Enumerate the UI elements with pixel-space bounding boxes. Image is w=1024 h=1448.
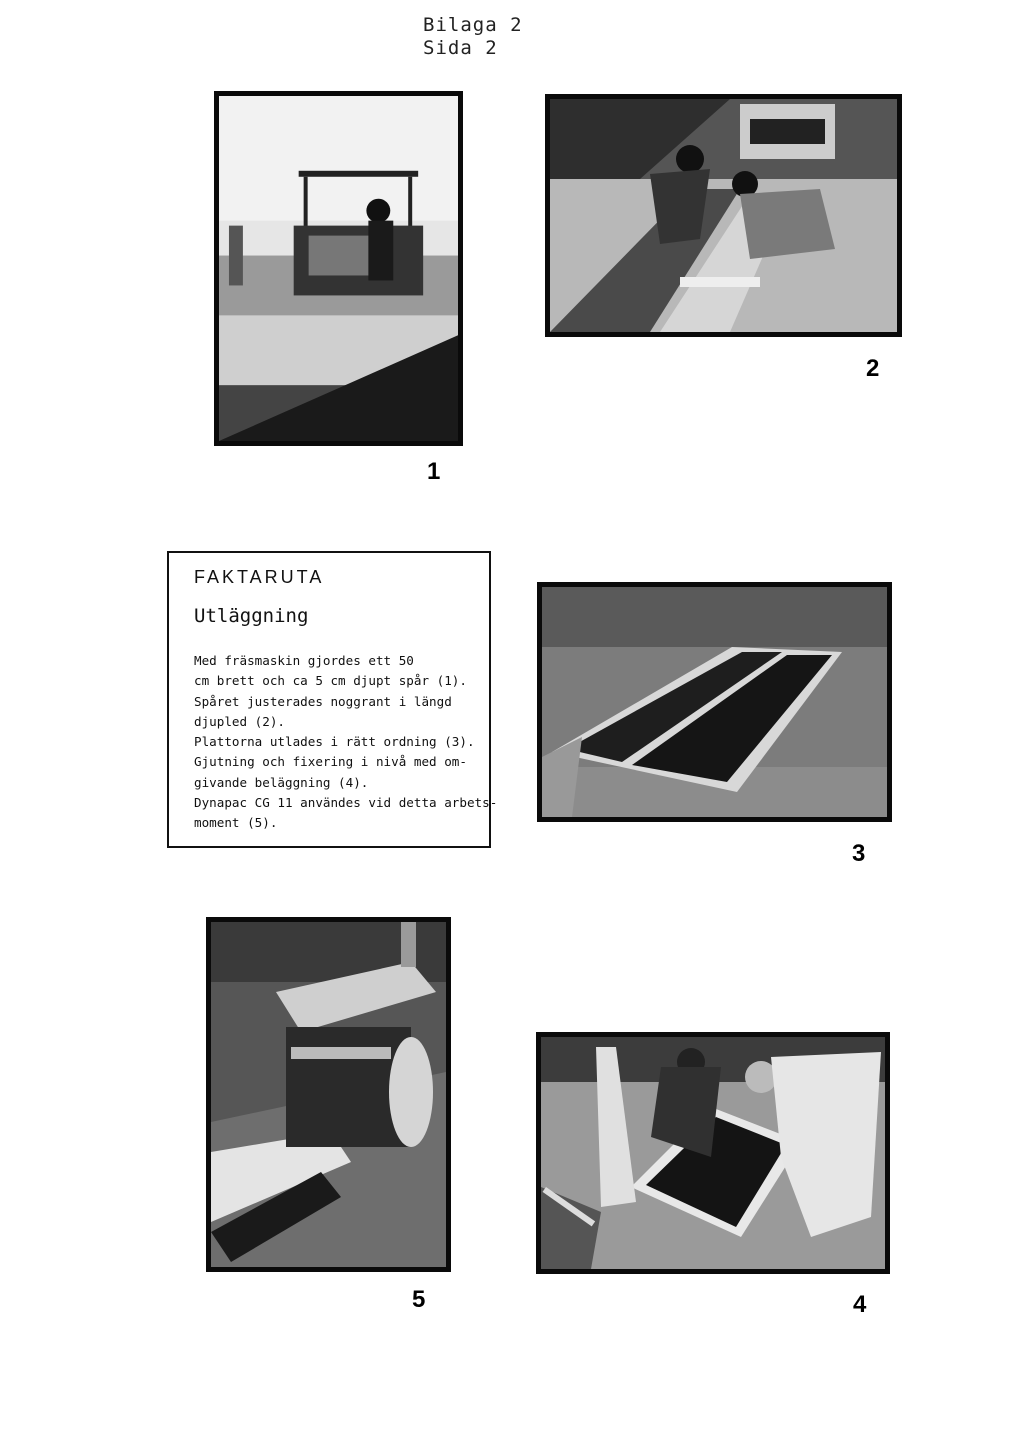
- fact-box-title: FAKTARUTA: [194, 567, 325, 587]
- fact-line: Plattorna utlades i rätt ordning (3).: [194, 734, 475, 750]
- fact-box: [167, 551, 498, 848]
- fact-line: Med fräsmaskin gjordes ett 50: [194, 653, 414, 668]
- fact-line: moment (5).: [194, 815, 278, 831]
- fact-line: Spåret justerades noggrant i längd: [194, 693, 452, 709]
- photo-number-5: 5: [412, 1286, 426, 1313]
- photo-number-4: 4: [853, 1291, 867, 1318]
- fact-box-subtitle: Utläggning: [194, 605, 309, 627]
- photo-number-3: 3: [852, 840, 866, 867]
- page-label: Sida 2: [423, 37, 498, 59]
- fact-box-text: [194, 651, 504, 834]
- fact-line: cm brett och ca 5 cm djupt spår (1).: [194, 673, 467, 689]
- appendix-label: Bilaga 2: [423, 14, 523, 36]
- photo-casting-fixing: [536, 1032, 890, 1274]
- photo-milling-machine: [214, 91, 463, 446]
- photo-number-1: 1: [427, 458, 441, 485]
- photo-roller: [206, 917, 451, 1272]
- photo-laid-plates: [537, 582, 892, 822]
- fact-line: Gjutning och fixering i nivå med om-: [194, 754, 467, 770]
- photo-number-2: 2: [866, 355, 880, 382]
- photo-workers-measuring: [545, 94, 902, 337]
- fact-line: djupled (2).: [194, 713, 285, 729]
- fact-line: givande beläggning (4).: [194, 774, 369, 790]
- fact-line: Dynapac CG 11 användes vid detta arbets-: [194, 795, 498, 811]
